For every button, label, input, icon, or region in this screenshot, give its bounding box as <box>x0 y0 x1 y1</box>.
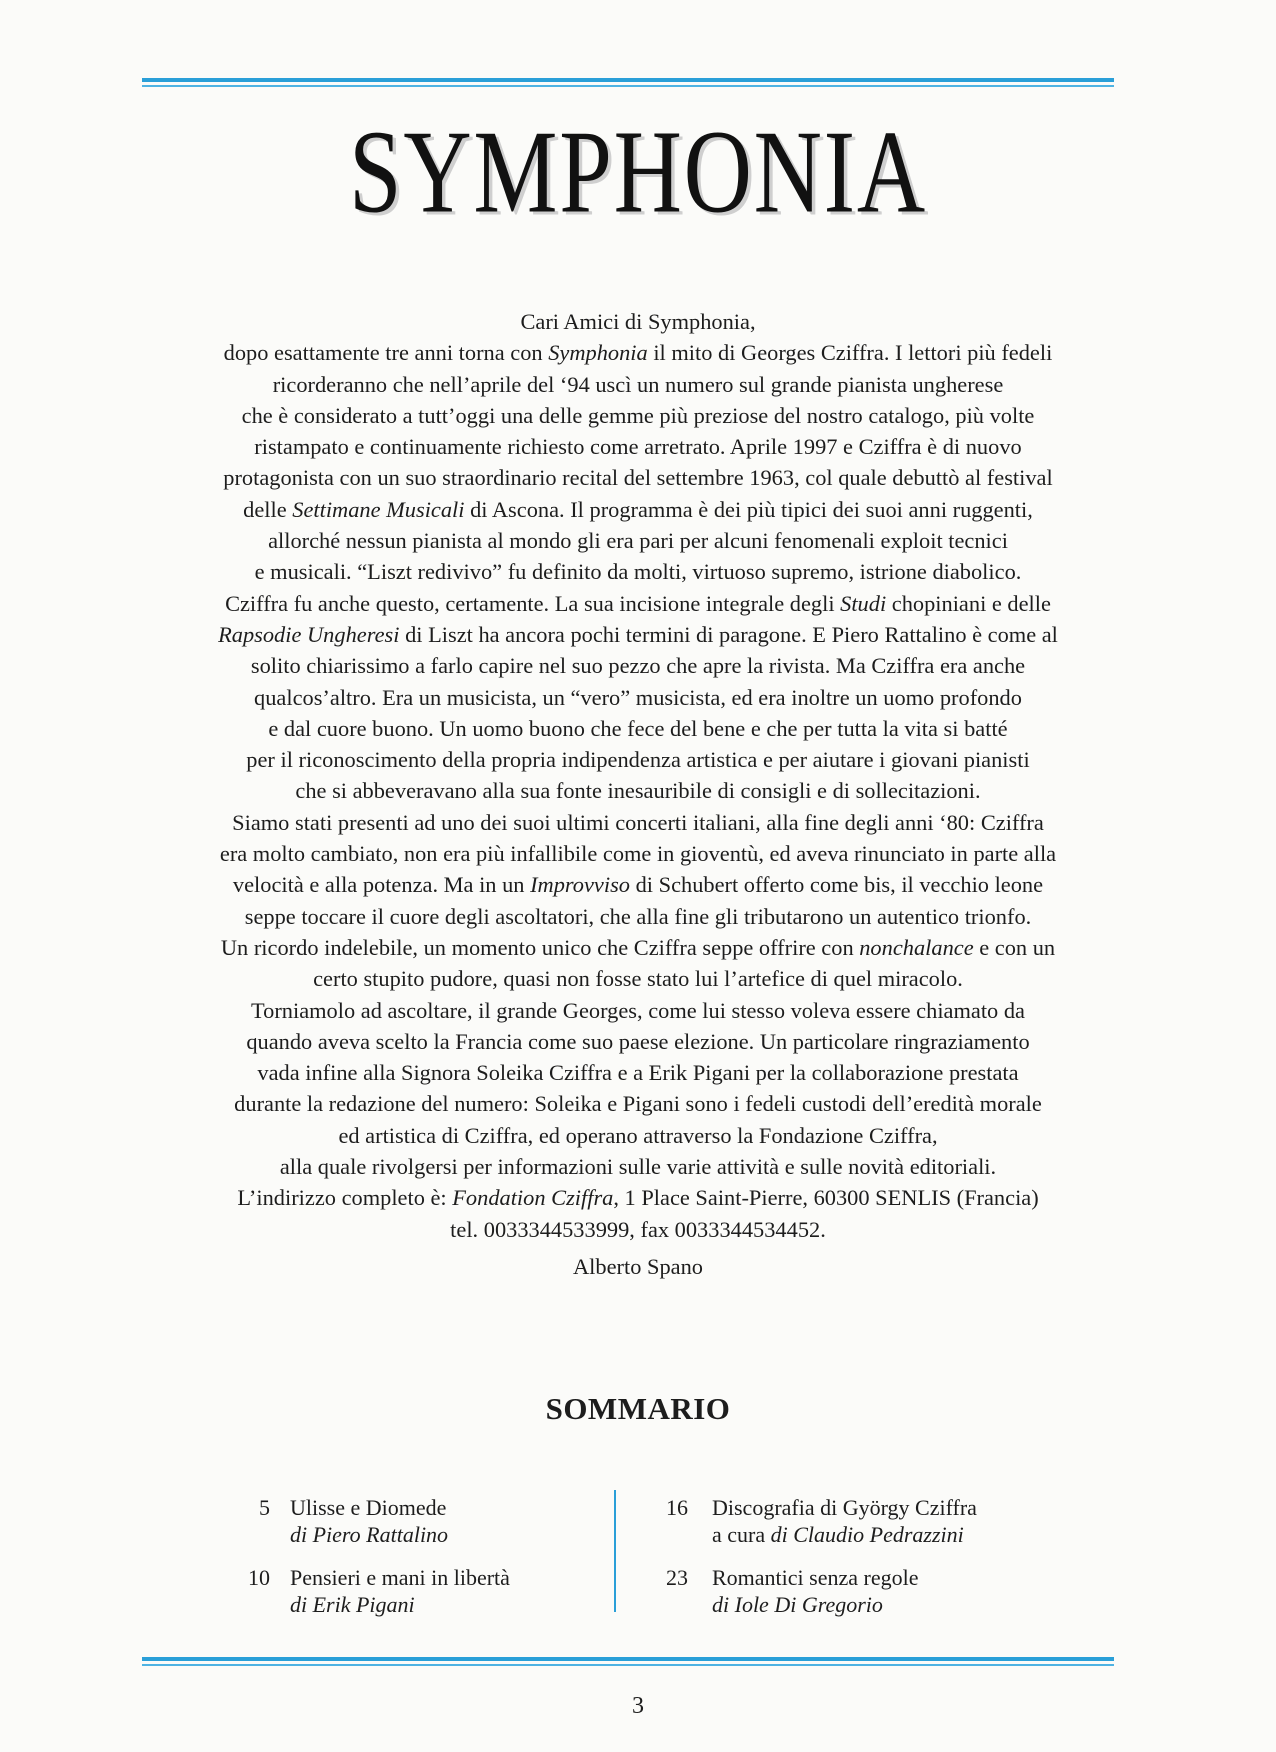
letter-line <box>120 775 1156 806</box>
page-number: 3 <box>632 1693 644 1719</box>
letter-line <box>120 1214 1156 1245</box>
toc-article-title: Discografia di György Cziffra <box>712 1495 977 1520</box>
letter-text: di Schubert offerto come bis, il vecchio leone <box>630 872 1044 898</box>
toc-byline-prefix: a cura <box>712 1522 771 1547</box>
italic-title: Symphonia <box>548 340 648 366</box>
letter-text: durante la redazione del numero: Soleika e Pigani sono i fedeli custodi dell’eredità morale <box>234 1091 1042 1117</box>
letter-text: ricorderanno che nell’aprile del ‘94 uscì un numero sul grande pianista ungherese <box>272 371 1004 397</box>
italic-title: nonchalance <box>859 934 974 960</box>
italic-title: Studi <box>840 590 887 616</box>
letter-text: solito chiarissimo a farlo capire nel suo pezzo che apre la rivista. Ma Cziffra era anche <box>250 653 1026 679</box>
letter-text: certo stupito pudore, quasi non fosse stato lui l’artefice di quel miracolo. <box>313 966 963 992</box>
letter-text: e musicali. “Liszt redivivo” fu definito da molti, virtuoso supremo, istrione diabolico. <box>254 559 1022 585</box>
letter-line <box>120 901 1156 932</box>
toc-article-title: Pensieri e mani in libertà <box>290 1565 510 1590</box>
letter-line <box>120 1026 1156 1057</box>
letter-text: quando aveva scelto la Francia come suo paese elezione. Un particolare ringraziamento <box>246 1028 1030 1054</box>
letter-line <box>120 619 1156 650</box>
letter-text: tel. 0033344533999, fax 0033344534452. <box>450 1216 826 1242</box>
letter-line <box>120 963 1156 994</box>
toc-right-column <box>662 1494 1062 1634</box>
letter-line <box>120 369 1156 400</box>
letter-text: protagonista con un suo straordinario recital del settembre 1963, col quale debuttò al festival <box>223 465 1053 491</box>
toc-page-number: 23 <box>666 1565 688 1590</box>
toc-text <box>290 1564 510 1618</box>
sommario-heading: SOMMARIO <box>545 1391 731 1426</box>
italic-title: Settimane Musicali <box>292 496 465 522</box>
toc-text <box>290 1494 448 1548</box>
toc-entry[interactable] <box>240 1494 600 1564</box>
toc-divider <box>614 1490 616 1612</box>
letter-text: alla quale rivolgersi per informazioni sulle varie attività e sulle novità editoriali. <box>279 1154 997 1180</box>
letter-text: , 1 Place Saint-Pierre, 60300 SENLIS (Francia) <box>613 1185 1039 1211</box>
letter-line <box>120 431 1156 462</box>
letter-line <box>120 525 1156 556</box>
toc-author: di Piero Rattalino <box>290 1522 449 1547</box>
letter-line <box>120 1182 1156 1213</box>
toc-byline <box>290 1521 448 1548</box>
letter-text: di Ascona. Il programma è dei più tipici dei suoi anni ruggenti, <box>464 496 1033 522</box>
letter-line <box>120 400 1156 431</box>
letter-text: vada infine alla Signora Soleika Cziffra e a Erik Pigani per la collaborazione prestata <box>257 1060 1019 1086</box>
letter-body <box>120 337 1156 1245</box>
toc-author: di Iole Di Gregorio <box>712 1592 883 1617</box>
toc-author: di Erik Pigani <box>290 1592 415 1617</box>
letter-salutation: Cari Amici di Symphonia, <box>520 309 756 334</box>
letter-text: chopiniani e delle <box>886 590 1051 616</box>
toc-entry[interactable] <box>662 1494 1062 1564</box>
editorial-letter <box>120 306 1156 1282</box>
letter-text: qualcos’altro. Era un musicista, un “vero” musicista, ed era inoltre un uomo profondo <box>254 684 1022 710</box>
toc-page-number: 10 <box>248 1565 270 1590</box>
letter-line <box>120 1151 1156 1182</box>
toc-entry[interactable] <box>662 1564 1062 1634</box>
toc-byline <box>290 1591 510 1618</box>
letter-line <box>120 869 1156 900</box>
letter-line <box>120 462 1156 493</box>
masthead-title: SYMPHONIA <box>349 105 927 238</box>
italic-title: Improvviso <box>530 872 630 898</box>
letter-line <box>120 556 1156 587</box>
letter-text: per il riconoscimento della propria indipendenza artistica e per aiutare i giovani pianisti <box>246 747 1030 773</box>
letter-text: che si abbeveravano alla sua fonte inesauribile di consigli e di sollecitazioni. <box>295 778 981 804</box>
toc-byline <box>712 1521 977 1548</box>
letter-text: che è considerato a tutt’oggi una delle gemme più preziose del nostro catalogo, più volte <box>241 402 1035 428</box>
toc-text <box>712 1494 977 1548</box>
italic-title: Rapsodie Ungheresi <box>218 621 400 647</box>
toc-left-column <box>240 1494 600 1634</box>
letter-text: e con un <box>973 934 1056 960</box>
toc-entry[interactable] <box>240 1564 600 1634</box>
letter-text: Cziffra fu anche questo, certamente. La sua incisione integrale degli <box>225 590 841 616</box>
letter-text: dopo esattamente tre anni torna con <box>223 340 549 366</box>
letter-line <box>120 337 1156 368</box>
table-of-contents <box>0 1494 1276 1617</box>
toc-page-number: 5 <box>259 1495 270 1520</box>
italic-title: Fondation Cziffra <box>452 1185 614 1211</box>
letter-text: Un ricordo indelebile, un momento unico che Cziffra seppe offrire con <box>220 934 860 960</box>
letter-line <box>120 1120 1156 1151</box>
toc-article-title: Ulisse e Diomede <box>290 1495 447 1520</box>
letter-line <box>120 713 1156 744</box>
letter-line <box>120 650 1156 681</box>
letter-text: era molto cambiato, non era più infallibile come in gioventù, ed aveva rinunciato in parte alla <box>219 841 1057 867</box>
toc-text <box>712 1564 918 1618</box>
toc-author: di Claudio Pedrazzini <box>770 1522 964 1547</box>
letter-line <box>120 1088 1156 1119</box>
letter-line <box>120 932 1156 963</box>
letter-line <box>120 807 1156 838</box>
letter-text: L’indirizzo completo è: <box>237 1185 453 1211</box>
letter-text: ed artistica di Cziffra, ed operano attraverso la Fondazione Cziffra, <box>338 1122 938 1148</box>
toc-article-title: Romantici senza regole <box>712 1565 919 1590</box>
toc-page-number: 16 <box>666 1495 688 1520</box>
letter-text: allorché nessun pianista al mondo gli era pari per alcuni fenomenali exploit tecnici <box>268 528 1008 554</box>
letter-text: seppe toccare il cuore degli ascoltatori, che alla fine gli tributarono un autentico trionfo. <box>244 903 1032 929</box>
letter-text: Torniamolo ad ascoltare, il grande Georges, come lui stesso voleva essere chiamato da <box>251 997 1025 1023</box>
letter-line <box>120 838 1156 869</box>
letter-text: velocità e alla potenza. Ma in un <box>232 872 531 898</box>
letter-line <box>120 682 1156 713</box>
letter-signature: Alberto Spano <box>573 1253 703 1279</box>
letter-text: delle <box>243 496 293 522</box>
toc-byline <box>712 1591 918 1618</box>
letter-line <box>120 744 1156 775</box>
bottom-double-rule <box>142 1657 1114 1666</box>
letter-text: Siamo stati presenti ad uno dei suoi ultimi concerti italiani, alla fine degli anni ‘80: Cziffra <box>232 809 1044 835</box>
top-double-rule <box>142 78 1114 87</box>
letter-line <box>120 1057 1156 1088</box>
letter-text: e dal cuore buono. Un uomo buono che fece del bene e che per tutta la vita si batté <box>268 715 1008 741</box>
letter-text: il mito di Georges Cziffra. I lettori più fedeli <box>647 340 1053 366</box>
letter-text: ristampato e continuamente richiesto come arretrato. Aprile 1997 e Cziffra è di nuovo <box>254 434 1022 460</box>
letter-line <box>120 995 1156 1026</box>
letter-line <box>120 494 1156 525</box>
letter-line <box>120 588 1156 619</box>
letter-text: di Liszt ha ancora pochi termini di paragone. E Piero Rattalino è come al <box>399 621 1058 647</box>
